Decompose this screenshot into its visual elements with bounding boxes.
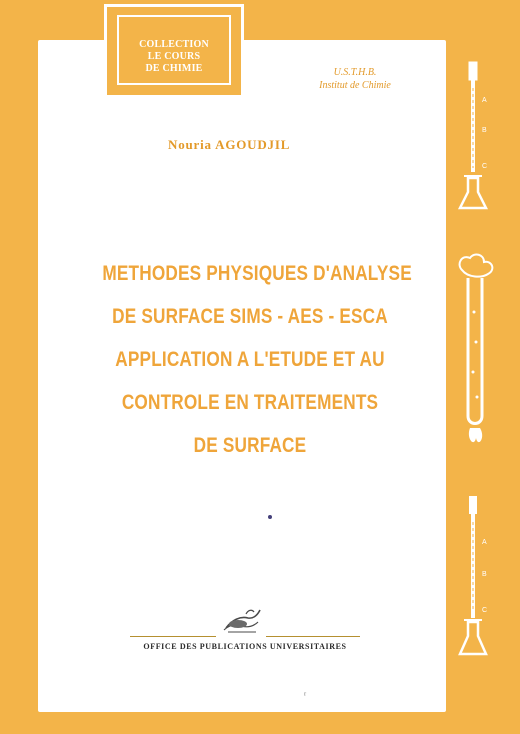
title-line: APPLICATION A L'ETUDE ET AU <box>115 348 385 371</box>
title-line: DE SURFACE SIMS - AES - ESCA <box>112 305 388 328</box>
title-line: METHODES PHYSIQUES D'ANALYSE <box>102 262 412 285</box>
publisher-logo-icon <box>218 606 264 636</box>
apparatus-label: B <box>482 127 487 134</box>
burette-flask-icon <box>454 58 498 218</box>
publisher-rule-left <box>130 636 216 637</box>
apparatus-label: C <box>482 607 488 614</box>
institution-name: U.S.T.H.B. <box>333 67 377 78</box>
collection-line: COLLECTION <box>139 39 209 50</box>
publisher-rule-right <box>266 636 360 637</box>
publisher-name: OFFICE DES PUBLICATIONS UNIVERSITAIRES <box>143 642 347 651</box>
apparatus-label: A <box>482 539 487 546</box>
apparatus-label: A <box>482 97 487 104</box>
author-name <box>168 137 290 153</box>
collection-line: LE COURS <box>147 51 201 62</box>
apparatus-label: C <box>482 163 488 170</box>
apparatus-label: B <box>482 571 487 578</box>
collection-badge-frame <box>117 15 231 85</box>
book-title <box>102 252 412 467</box>
institution-block <box>300 66 410 92</box>
author-last-name: AGOUDJIL <box>215 137 291 152</box>
collection-badge <box>104 4 244 98</box>
title-line: DE SURFACE <box>193 434 307 457</box>
test-tube-icon <box>452 252 500 452</box>
ink-mark: ʳ <box>304 690 307 701</box>
ink-dot <box>268 515 272 519</box>
institution-department: Institut de Chimie <box>319 80 391 91</box>
burette-flask-icon <box>454 492 498 662</box>
author-first-name: Nouria <box>168 137 212 152</box>
collection-line: DE CHIMIE <box>145 63 203 74</box>
title-line: CONTROLE EN TRAITEMENTS <box>121 391 379 414</box>
